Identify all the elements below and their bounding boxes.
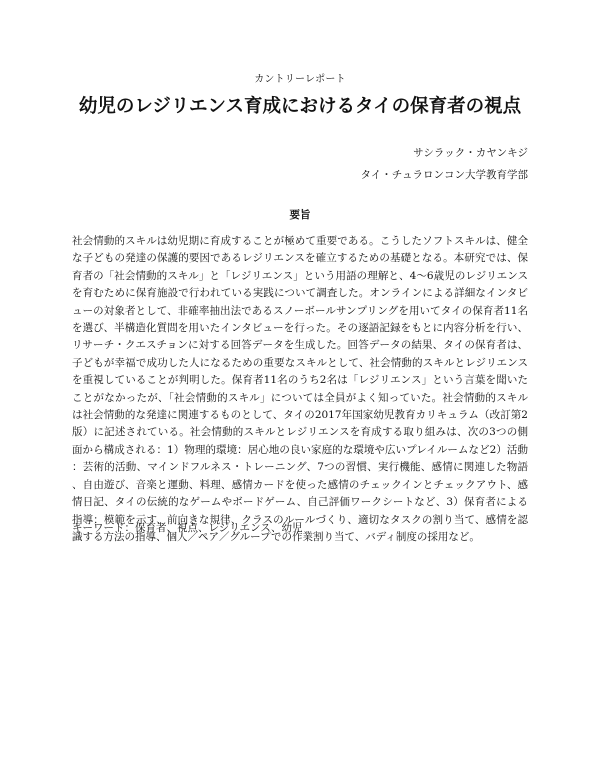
section-label: カントリーレポート [254, 74, 346, 85]
author-name: サシラック・カヤンキジ [413, 147, 528, 159]
keywords: キーワード：保育者、視点、レジリエンス、幼児 [72, 522, 303, 534]
paper-title: 幼児のレジリエンス育成におけるタイの保育者の視点 [78, 96, 522, 117]
author-affiliation: タイ・チュラロンコン大学教育学部 [360, 169, 528, 181]
abstract-body: 社会情動的スキルは幼児期に育成することが極めて重要である。こうしたソフトスキルは、健全な子どもの発達の保護的要因であるレジリエンスを確立するための基礎となる。本研究では、保育者の「社会情動的スキル」と「レジリエンス」という用語の理解と、4〜6歳児のレジリエンスを育むために保育施設で行われている実践について調査した。オンラインによる詳細なインタビューの対象者として、非確率抽出法であるスノーボールサンプリングを用いてタイの保育者11名を選び、半構造化質問を用いたインタビューを行った。その逐語記録をもとに内容分析を行い、リサーチ・クエスチョンに対する回答データを生成した。回答データの結果、タイの保育者は、子どもが幸福で成功した人になるための重要なスキルとして、社会情動的スキルとレジリエンスを重視していることが判明した。保育者11名のうち2名は「レジリエンス」という言葉を聞いたことがなかったが、「社会情動的スキル」については全員がよく知っていた。社会情動的スキルは社会情動的な発達に関連するものとして、タイの2017年国家幼児教育カリキュラム（改訂第2版）に記述されている。社会情動的スキルとレジリエンスを育成する取り組みは、次の3つの側面から構成される：1）物理的環境：居心地の良い家庭的な環境や広いプレイルームなど2）活動：芸術的活動、マインドフルネス・トレーニング、7つの習慣、実行機能、感情に関連した物語、自由遊び、音楽と運動、料理、感情カードを使った感情のチェックインとチェックアウト、感情日記、タイの伝統的なゲームやボードゲーム、自己評価ワークシートなど、3）保育者による指導：模範を示す、前向きな規律、クラスのルールづくり、適切なタスクの割り当て、感情を認識する方法の指導、個人／ペア／グループでの作業割り当て、バディ制度の採用など。 [72, 235, 528, 543]
abstract-heading: 要旨 [289, 209, 311, 221]
